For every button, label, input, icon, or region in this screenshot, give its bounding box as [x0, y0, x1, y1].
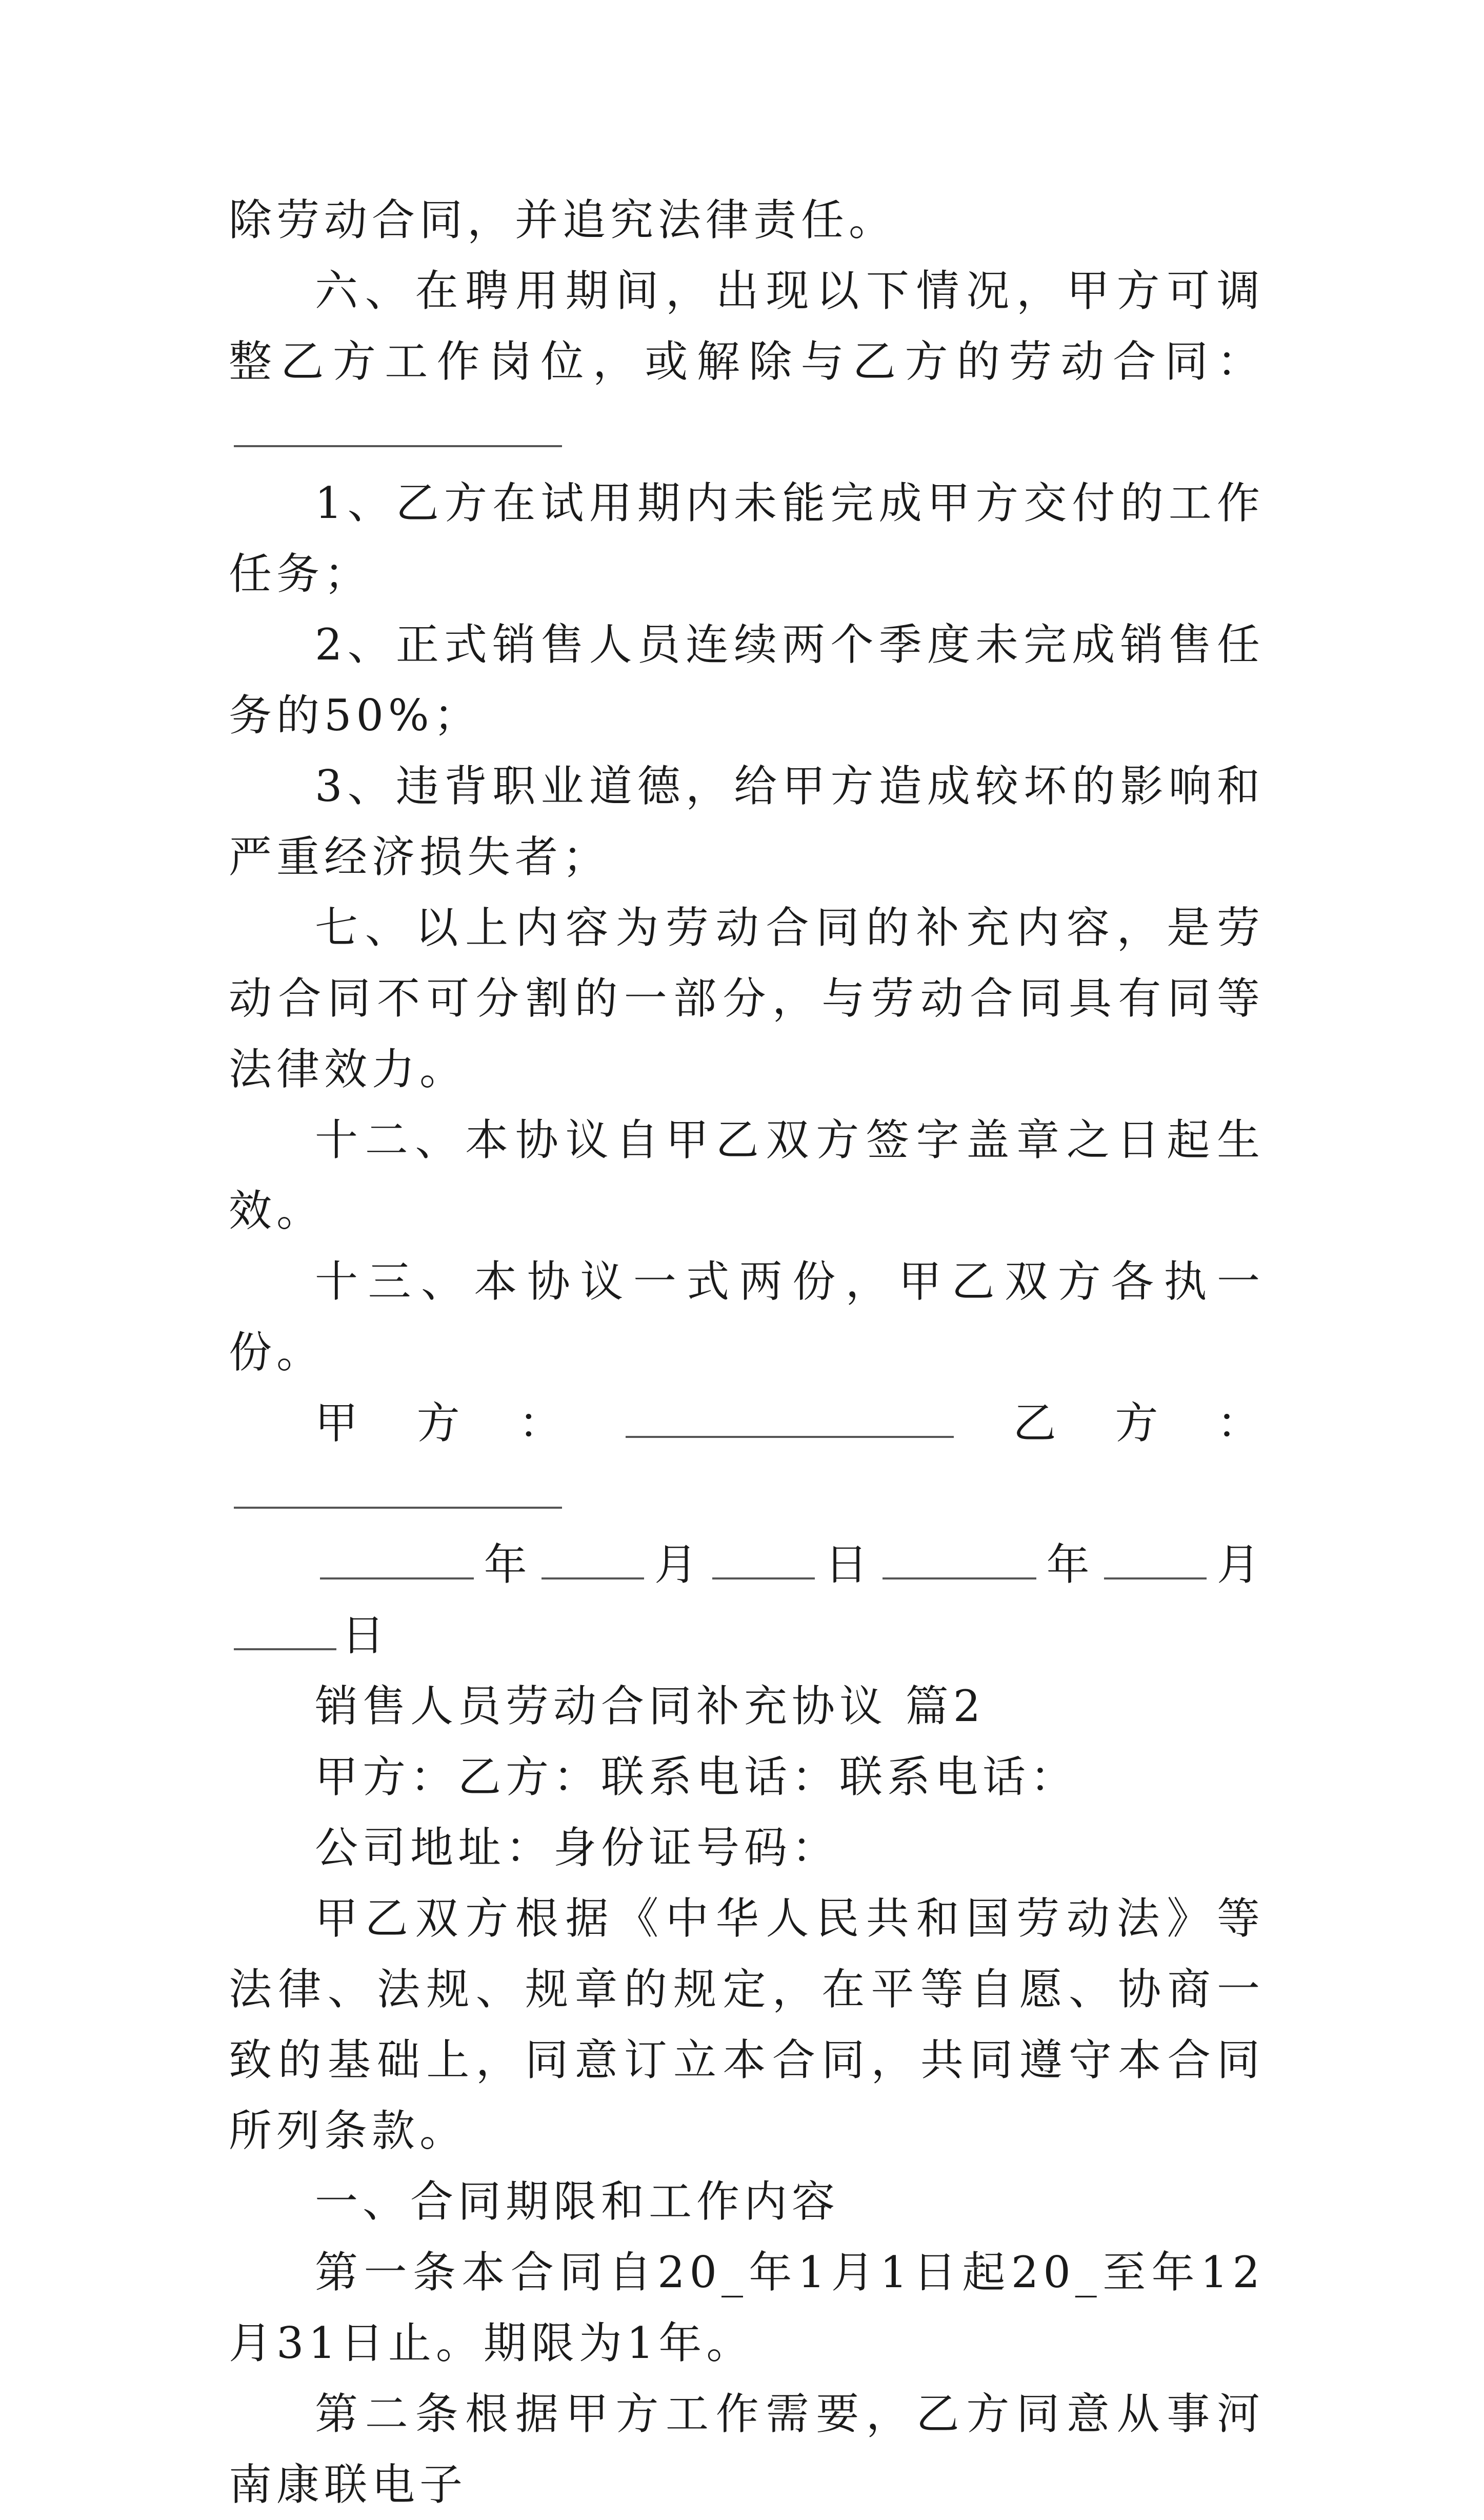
- document-body: [229, 185, 1265, 2520]
- clause-seven: 七、以上内容为劳动合同的补充内容，是劳动合同不可分割的一部分，与劳动合同具有同等法律效力。: [229, 903, 1265, 1094]
- party-a-signature-blank: [626, 1404, 954, 1438]
- article-two: 第二条根据甲方工作需要，乙方同意从事河南康联电子: [229, 2389, 1265, 2510]
- date-line: [229, 1529, 1265, 1671]
- fill-blank: [234, 413, 562, 447]
- party-b-day-blank: [234, 1616, 336, 1650]
- party-a-day-label: 日: [819, 1539, 877, 1590]
- chapter-one-heading: 一、合同期限和工作内容: [315, 2176, 840, 2227]
- signature-line: [229, 1388, 1265, 1529]
- party-a-month-label: 月: [649, 1539, 707, 1590]
- paragraph-termination-end: 除劳动合同，并追究法律责任。: [229, 195, 897, 245]
- clause-six: [229, 255, 1265, 468]
- clause-six-text: 六、在聘用期间，出现以下情况，甲方可调整乙方工作岗位，或解除与乙方的劳动合同：: [229, 266, 1265, 387]
- party-b-month-blank: [1104, 1546, 1207, 1579]
- article-one: 第一条本合同自20_年1月1日起20_至年12月31日止。期限为1年。: [229, 2247, 1265, 2368]
- clause-thirteen: 十三、本协议一式两份，甲乙双方各执一份。: [229, 1256, 1265, 1377]
- party-b-year-blank: [883, 1546, 1036, 1579]
- clause-six-item-3: 3、违背职业道德，给甲方造成较坏的影响和严重经济损失者；: [229, 761, 1265, 882]
- party-b-day-label: 日: [342, 1610, 390, 1661]
- preamble-paragraph: 甲乙双方根据《中华人民共和国劳动法》等法律、法规、规章的规定，在平等自愿、协商一致的基础上，同意订立本合同，共同遵守本合同所列条款。: [229, 1893, 1265, 2156]
- party-b-signature-blank: [234, 1475, 562, 1509]
- parties-contact-line: 甲方：乙方：联系电话：联系电话：: [315, 1752, 1078, 1802]
- address-id-line: 公司地址：身份证号码：: [315, 1823, 840, 1873]
- party-a-year-label: 年: [479, 1539, 537, 1590]
- clause-six-item-2: 2、正式销售人员连续两个季度未完成销售任务的50%；: [229, 619, 1265, 741]
- party-b-month-label: 月: [1212, 1539, 1265, 1590]
- section-heading-2: 销售人员劳动合同补充协议 篇2: [315, 1681, 986, 1731]
- party-b-label: 乙方：: [959, 1398, 1265, 1448]
- party-a-label: 甲方：: [315, 1398, 620, 1448]
- party-a-month-blank: [542, 1546, 644, 1579]
- clause-six-item-1: 1、乙方在试用期内未能完成甲方交付的工作任务；: [229, 478, 1265, 599]
- clause-twelve: 十二、本协议自甲乙双方签字盖章之日起生效。: [229, 1115, 1265, 1236]
- party-a-day-blank: [712, 1546, 815, 1579]
- party-b-year-label: 年: [1041, 1539, 1099, 1590]
- party-a-year-blank: [320, 1546, 474, 1579]
